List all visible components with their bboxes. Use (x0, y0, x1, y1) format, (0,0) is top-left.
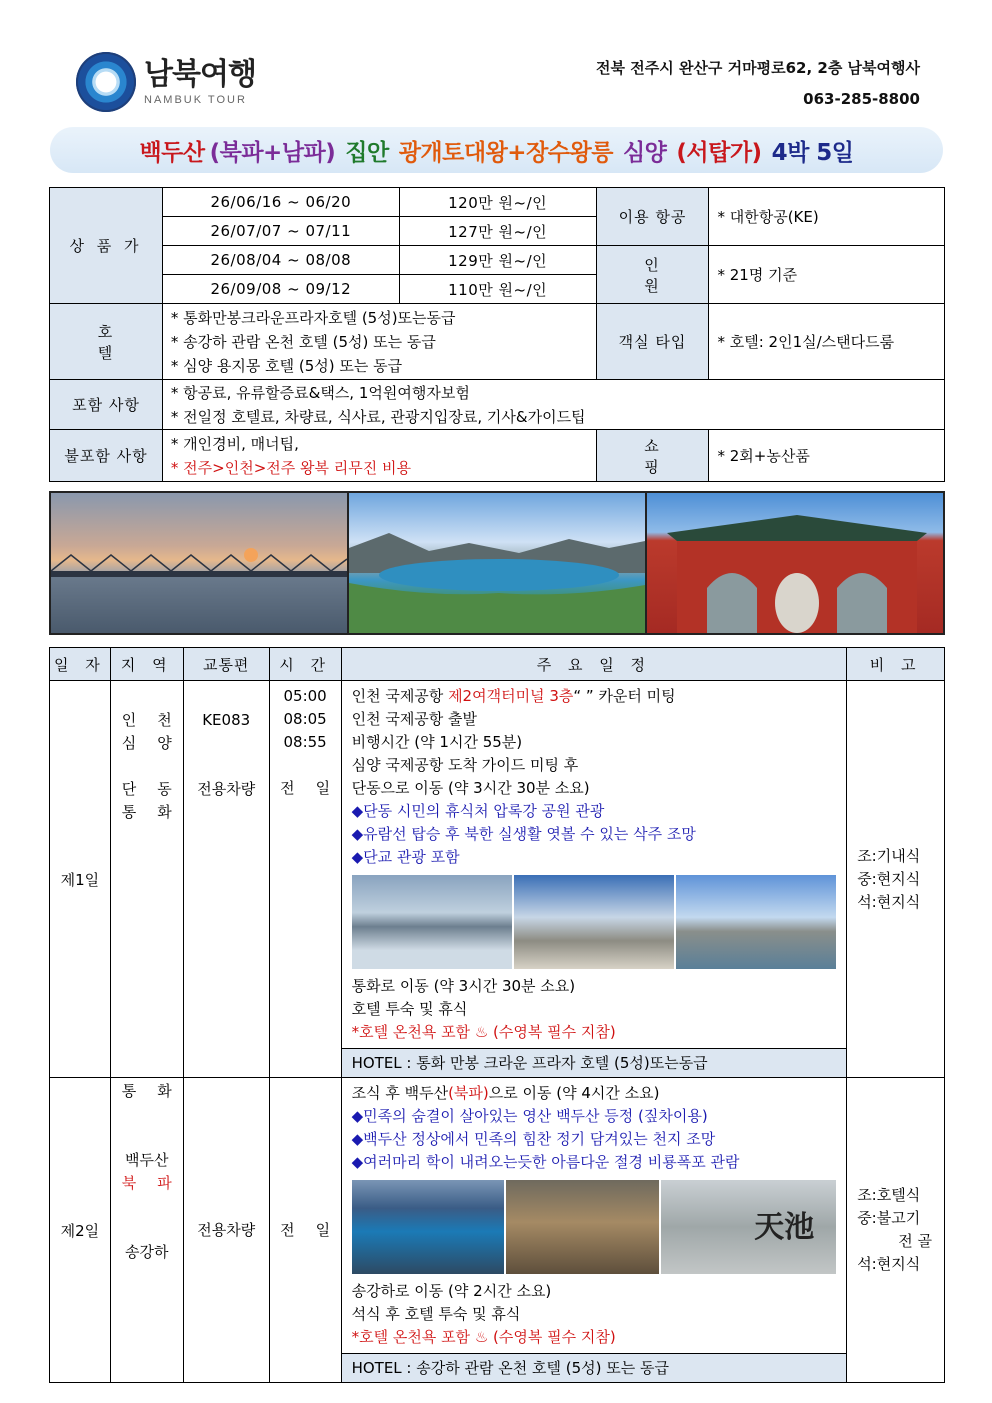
park-sculpture-photo (514, 875, 674, 969)
col-header-region: 지 역 (110, 648, 183, 681)
itinerary-line: 송강하로 이동 (약 2시간 소요) (351, 1282, 552, 1300)
price-amount: 127만 원~/인 (399, 217, 596, 246)
shopping-label: 쇼 핑 (596, 430, 709, 482)
meal-item: 조:호텔식 (857, 1186, 921, 1204)
itinerary-highlight: ◆여러마리 학이 내려오는듯한 아름다운 절경 비룡폭포 관람 (351, 1153, 740, 1171)
col-header-transport: 교통편 (183, 648, 269, 681)
itinerary-line: 심양 국제공항 도착 가이드 미팅 후 (351, 756, 579, 774)
people-value: * 21명 기준 (709, 246, 945, 304)
exclude-item: * 개인경비, 매너팁, (170, 434, 299, 453)
time-value: 08:55 (283, 733, 327, 751)
meal-item: 중:현지식 (857, 869, 921, 888)
title-part: 심양 (622, 139, 667, 166)
time-value: 05:00 (283, 687, 327, 705)
schedule-header-row (50, 648, 945, 681)
day1-transport (183, 681, 269, 1078)
itinerary-highlight: ◆민족의 숨결이 살아있는 영산 백두산 등정 (짚차이용) (351, 1107, 708, 1125)
people-label: 인 원 (596, 246, 709, 304)
riverside-city-photo (676, 875, 836, 969)
itinerary-line: 비행시간 (약 1시간 55분) (351, 733, 523, 751)
col-header-time: 시 간 (269, 648, 341, 681)
day1-meals (847, 681, 945, 1078)
title-part: 백두산 (139, 139, 205, 166)
schedule-table (49, 647, 945, 1383)
day1-itinerary (341, 681, 847, 1049)
price-amount: 120만 원~/인 (399, 188, 596, 217)
include-item: * 전일정 호텔료, 차량료, 식사료, 관광지입장료, 기사&가이드팁 (170, 407, 586, 426)
transport-bus: 전용차량 (197, 780, 256, 798)
meal-item: 중:불고기 (857, 1209, 921, 1227)
company-phone: 063-285-8800 (803, 90, 920, 108)
meal-item: 전 골 (898, 1232, 932, 1250)
day2-all-day: 전 일 (269, 1078, 341, 1383)
tour-title-banner (50, 127, 943, 173)
itinerary-line: 통화로 이동 (약 3시간 30분 소요) (351, 977, 576, 995)
shopping-value: * 2회+농산품 (709, 430, 945, 482)
itinerary-highlight: ◆단교 관광 포함 (351, 848, 460, 866)
meal-item: 조:기내식 (857, 846, 921, 865)
day1-label: 제1일 (50, 681, 111, 1078)
includes-list (162, 380, 944, 430)
red-gate-photo (645, 493, 943, 633)
title-part: 광개토대왕+장수왕릉 (398, 139, 613, 166)
airline-value: * 대한항공(KE) (709, 188, 945, 246)
hotel-item: * 심양 용지몽 호텔 (5성) 또는 동급 (170, 356, 403, 375)
price-dates: 26/07/07 ~ 07/11 (162, 217, 399, 246)
price-dates: 26/09/08 ~ 09/12 (162, 275, 399, 304)
stone-inscription: 天池 (754, 1209, 815, 1245)
meal-item: 석:현지식 (857, 1255, 921, 1273)
hotel-list (162, 304, 596, 380)
page-header (0, 0, 992, 120)
day2-transport: 전용차량 (183, 1078, 269, 1383)
day2-meals (847, 1078, 945, 1383)
itinerary-line: 인천 국제공항 출발 (351, 710, 478, 728)
day2-hotel: HOTEL : 송강하 관람 온천 호텔 (5성) 또는 동급 (341, 1354, 847, 1383)
itinerary-line: 호텔 투숙 및 휴식 (351, 1000, 468, 1018)
price-label: 상 품 가 (50, 188, 163, 304)
logo-subtitle: NAMBUK TOUR (144, 94, 247, 106)
tianchi-stone-photo (661, 1180, 836, 1274)
day2-regions: 통 화 백두산 북 파 송강하 (110, 1078, 183, 1383)
logo-name: 남북여행 (144, 57, 256, 92)
tour-info-table (49, 187, 945, 482)
itinerary-line: 석식 후 호텔 투숙 및 휴식 (351, 1305, 521, 1323)
hotel-item: * 통화만봉크라운프라자호텔 (5성)또는동급 (170, 308, 456, 327)
hotel-item: * 송강하 관람 온천 호텔 (5성) 또는 동급 (170, 332, 436, 351)
day1-times: 05:00 08:05 08:55 전 일 (269, 681, 341, 1078)
day1-regions: 인 천 심 양 단 동 통 화 (110, 681, 183, 1078)
price-dates: 26/06/16 ~ 06/20 (162, 188, 399, 217)
bridge-river-photo (352, 875, 512, 969)
day2-row (50, 1078, 945, 1354)
airline-label: 이용 항공 (596, 188, 709, 246)
title-part: (서탑가) (676, 139, 762, 166)
day2-label: 제2일 (50, 1078, 111, 1383)
waterfall-canyon-photo (506, 1180, 659, 1274)
company-logo (76, 52, 256, 112)
spa-notice: *호텔 온천욕 포함 ♨ (수영복 필수 지참) (351, 1023, 616, 1041)
itinerary-highlight: ◆백두산 정상에서 민족의 힘찬 정기 담겨있는 천지 조망 (351, 1130, 716, 1148)
company-address: 전북 전주시 완산구 거마평로62, 2층 남북여행사 (596, 59, 920, 77)
bridge-sunset-photo (51, 493, 347, 633)
col-header-note: 비 고 (847, 648, 945, 681)
time-value: 08:05 (283, 710, 327, 728)
itinerary-highlight: ◆유람선 탑승 후 북한 실생활 엿볼 수 있는 삭주 조망 (351, 825, 696, 843)
meal-item: 석:현지식 (857, 892, 921, 911)
day1-hotel: HOTEL : 통화 만봉 크라운 프라자 호텔 (5성)또는동급 (341, 1049, 847, 1078)
title-part: 집안 (345, 139, 389, 166)
itinerary-line: 단동으로 이동 (약 3시간 30분 소요) (351, 779, 590, 797)
price-amount: 110만 원~/인 (399, 275, 596, 304)
includes-label: 포함 사항 (50, 380, 163, 430)
flight-number: KE083 (202, 711, 251, 729)
title-part: (북파+남파) (209, 139, 336, 166)
room-type-label: 객실 타입 (596, 304, 709, 380)
excludes-list (162, 430, 596, 482)
day2-photos (352, 1180, 837, 1274)
day1-row (50, 681, 945, 1049)
room-type-value: * 호텔: 2인1실/스탠다드룸 (709, 304, 945, 380)
day2-itinerary (341, 1078, 847, 1354)
heaven-lake-photo (347, 493, 645, 633)
price-dates: 26/08/04 ~ 08/08 (162, 246, 399, 275)
col-header-day: 일 자 (50, 648, 111, 681)
photo-strip (49, 491, 945, 635)
title-part: 4박 5일 (771, 139, 854, 166)
logo-emblem-icon (76, 52, 136, 112)
day1-photos (352, 875, 837, 969)
crater-lake-photo (352, 1180, 505, 1274)
excludes-label: 불포함 사항 (50, 430, 163, 482)
include-item: * 항공료, 유류할증료&택스, 1억원여행자보험 (170, 383, 470, 402)
spa-notice: *호텔 온천욕 포함 ♨ (수영복 필수 지참) (351, 1328, 616, 1346)
col-header-itinerary: 주 요 일 정 (341, 648, 847, 681)
itinerary-line: 인천 국제공항 제2여객터미널 3층“ ” 카운터 미팅 (351, 687, 676, 705)
price-amount: 129만 원~/인 (399, 246, 596, 275)
exclude-item: * 전주>인천>전주 왕복 리무진 비용 (170, 458, 411, 477)
hotel-label: 호 텔 (50, 304, 163, 380)
itinerary-highlight: ◆단동 시민의 휴식처 압록강 공원 관광 (351, 802, 605, 820)
itinerary-line: 조식 후 백두산(북파)으로 이동 (약 4시간 소요) (351, 1084, 660, 1102)
